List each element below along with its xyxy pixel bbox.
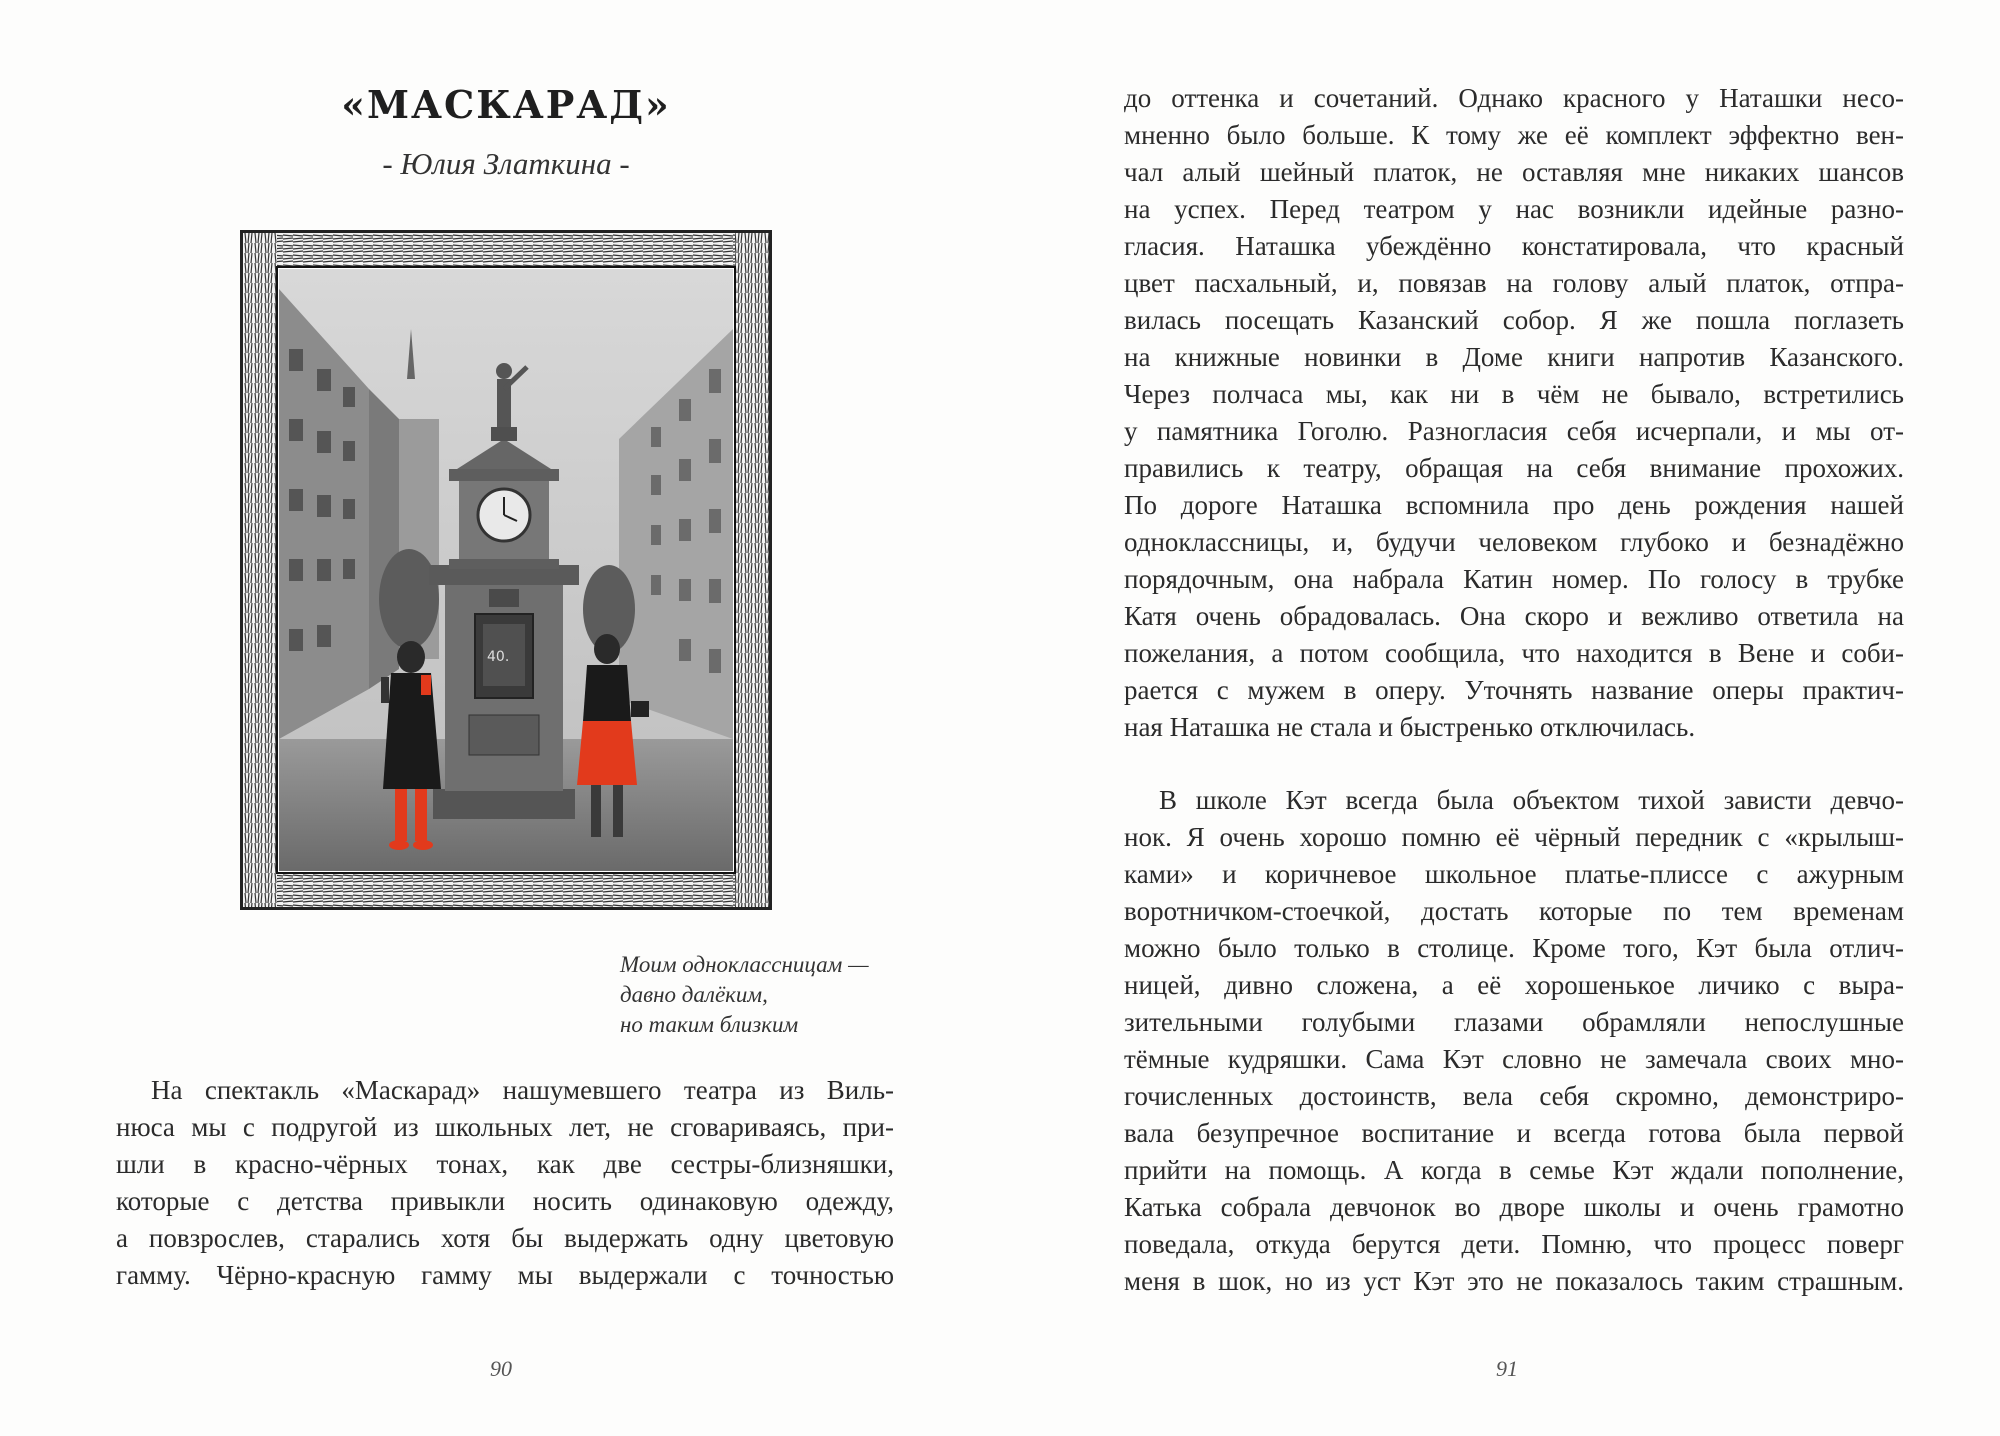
- epigraph-line: но таким близким: [620, 1012, 799, 1037]
- text-line: одноклассницы, и, будучи человеком глубоко и безнадёжно: [1124, 527, 1904, 557]
- text-line: прийти на помощь. А когда в семье Кэт ждали пополнение,: [1124, 1155, 1904, 1185]
- epigraph-line: давно далёким,: [620, 982, 768, 1007]
- text-line: На спектакль «Маскарад» нашумевшего театра из Виль-: [151, 1075, 894, 1105]
- text-line: цвет пасхальный, и, повязав на голову алый платок, отпра-: [1124, 268, 1904, 298]
- text-line: рается с мужем в оперу. Уточнять название оперы практич-: [1124, 675, 1904, 705]
- text-line: мненно было больше. К тому же её комплект эффектно вен-: [1124, 120, 1904, 150]
- text-line: По дороге Наташка вспомнила про день рождения нашей: [1124, 490, 1904, 520]
- clock-plate-text: 40.: [487, 649, 510, 665]
- text-line: В школе Кэт всегда была объектом тихой зависти девчо-: [1159, 785, 1904, 815]
- chapter-title: «МАСКАРАД»: [341, 82, 671, 127]
- text-line: шли в красно-чёрных тонах, как две сестры-близняшки,: [116, 1149, 894, 1179]
- text-line: Катька собрала девчонок во дворе школы и очень грамотно: [1124, 1192, 1904, 1222]
- text-line: гамму. Чёрно-красную гамму мы выдержали с точностью: [116, 1260, 894, 1290]
- text-line: до оттенка и сочетаний. Однако красного у Наташки несо-: [1124, 83, 1904, 113]
- photo-frame: [240, 230, 772, 910]
- text-line: можно было только в столице. Кроме того, Кэт была отлич-: [1124, 933, 1904, 963]
- epigraph-line: Моим одноклассницам —: [620, 952, 869, 977]
- page-number: 91: [1496, 1356, 1518, 1381]
- text-line: у памятника Гоголю. Разногласия себя исчерпали, и мы от-: [1124, 416, 1904, 446]
- author-name: - Юлия Златкина -: [382, 146, 630, 181]
- text-line: нок. Я очень хорошо помню её чёрный передник с «крылыш-: [1124, 822, 1904, 852]
- text-line: правились к театру, обращая на себя внимание прохожих.: [1124, 453, 1904, 483]
- text-line: которые с детства привыкли носить одинаковую одежду,: [116, 1186, 894, 1216]
- paragraph-gap: [1124, 746, 1904, 782]
- text-line: тёмные кудряшки. Сама Кэт словно не замечала своих мно-: [1124, 1044, 1904, 1074]
- text-line: порядочным, она набрала Катин номер. По голосу в трубке: [1124, 564, 1904, 594]
- right-page: [1000, 0, 2000, 1436]
- body-text-left: [116, 1072, 894, 1294]
- text-line: вилась посещать Казанский собор. Я же пошла поглазеть: [1124, 305, 1904, 335]
- text-line: нюса мы с подругой из школьных лет, не сговариваясь, при-: [116, 1112, 894, 1142]
- body-text-right: [1124, 80, 1904, 1300]
- text-line: на успех. Перед театром у нас возникли идейные разно-: [1124, 194, 1904, 224]
- text-line: воротничком-стоечкой, достать которые по тем временам: [1124, 896, 1904, 926]
- text-line: зительными голубыми глазами обрамляли непослушные: [1124, 1007, 1904, 1037]
- text-line: пожелания, а потом сообщила, что находится в Вене и соби-: [1124, 638, 1904, 668]
- text-line: ками» и коричневое школьное платье-плиссе с ажурным: [1124, 859, 1904, 889]
- epigraph: [620, 950, 960, 1040]
- text-line: меня в шок, но из уст Кэт это не показалось таким страшным.: [1124, 1266, 1904, 1296]
- text-line: а повзрослев, старались хотя бы выдержать одну цветовую: [116, 1223, 894, 1253]
- text-line: гласия. Наташка убеждённо констатировала, что красный: [1124, 231, 1904, 261]
- text-line: гочисленных достоинств, вела себя скромно, демонстриро-: [1124, 1081, 1904, 1111]
- text-line: ная Наташка не стала и быстренько отключилась.: [1124, 712, 1696, 742]
- text-line: поведала, откуда берутся дети. Помню, что процесс поверг: [1124, 1229, 1904, 1259]
- text-line: вала безупречное воспитание и всегда готова была первой: [1124, 1118, 1904, 1148]
- text-line: Через полчаса мы, как ни в чём не бывало, встретились: [1124, 379, 1904, 409]
- text-line: чал алый шейный платок, не оставляя мне никаких шансов: [1124, 157, 1904, 187]
- text-line: Катя очень обрадовалась. Она скоро и вежливо ответила на: [1124, 601, 1904, 631]
- page-number: 90: [490, 1356, 512, 1381]
- text-line: на книжные новинки в Доме книги напротив Казанского.: [1124, 342, 1904, 372]
- text-line: ницей, дивно сложена, а её хорошенькое личико с выра-: [1124, 970, 1904, 1000]
- street-clock-photo: [243, 233, 769, 907]
